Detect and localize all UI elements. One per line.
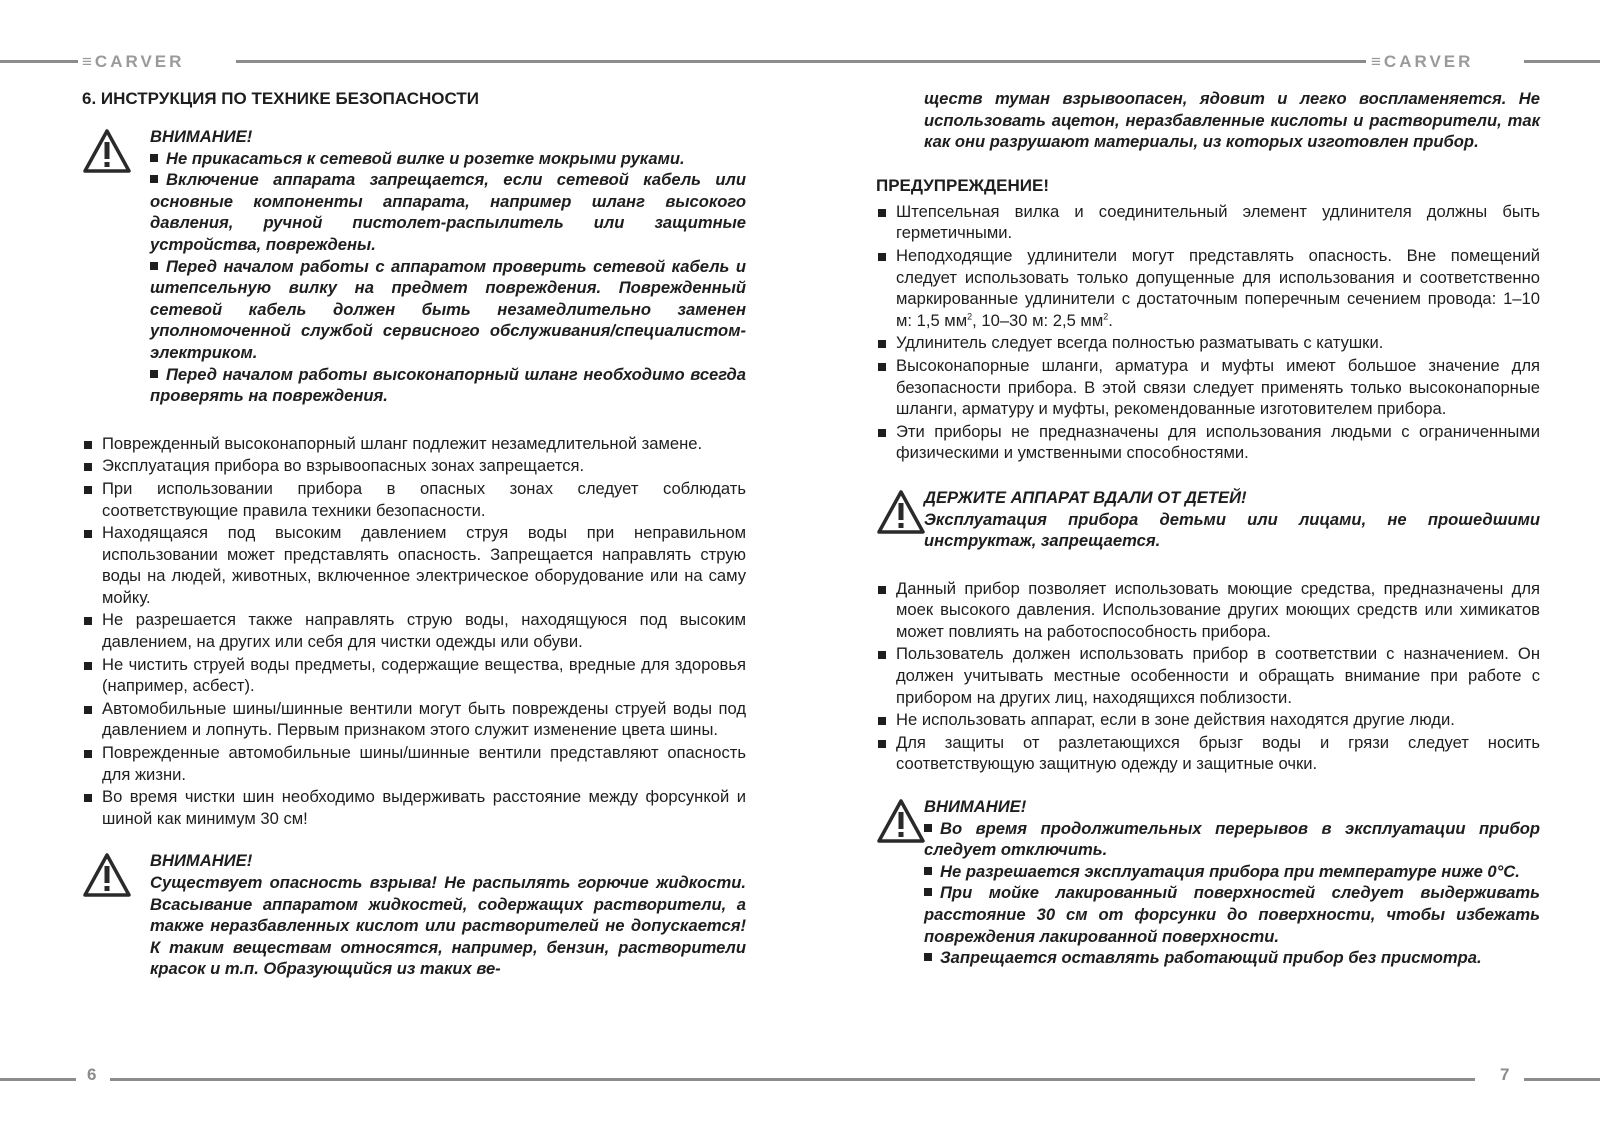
page-number-right: 7 xyxy=(1500,1065,1510,1084)
continued-warning-text: ществ туман взрывоопасен, ядовит и легко воспламеняется. Не использовать ацетон, неразбавленные кислоты и растворители, так как они разрушают материалы, из которых изготовлен прибор. xyxy=(924,89,1540,152)
children-warning-text xyxy=(924,487,1540,552)
bullet-square-icon xyxy=(924,953,932,961)
right-page xyxy=(876,88,1540,975)
bullet-square-icon xyxy=(84,530,92,538)
carver-logo-left: ≡CARVER xyxy=(82,52,185,71)
list-item: Во время чистки шин необходимо выдерживать расстояние между форсункой и шиной как минимум 30 см! xyxy=(82,786,746,829)
bullet-square-icon xyxy=(878,717,886,725)
list-item: Эти приборы не предназначены для использования людьми с ограниченными физическими и умственными способностями. xyxy=(876,421,1540,464)
bullet-square-icon xyxy=(924,867,932,875)
carver-logo-mark-icon: ≡ xyxy=(1371,52,1384,71)
list-item: Пользователь должен использовать прибор в соответствии с назначением. Он должен учитывать местные особенности и обращать внимание при работе с прибором на других лиц, находящихся поблизости. xyxy=(876,643,1540,708)
warning-paragraph: Существует опасность взрыва! Не распылять горючие жидкости. Всасывание аппаратом жидкостей, содержащих растворители, а также неразбавленных кислот или растворителей не допускается! К таким веществам относятся, например, бензин, растворители красок и т.п. Образующийся из таких ве- xyxy=(150,873,746,979)
warning-item: Во время продолжительных перерывов в эксплуатации прибор следует отключить. xyxy=(924,818,1540,860)
bullet-square-icon xyxy=(878,340,886,348)
warning-block-3 xyxy=(876,796,1540,969)
list-item: Поврежденные автомобильные шины/шинные вентили представляют опасность для жизни. xyxy=(82,742,746,785)
warning-block-1 xyxy=(82,126,746,407)
bullet-square-icon xyxy=(84,617,92,625)
footer-rule-center xyxy=(110,1078,1475,1081)
list-item: Не использовать аппарат, если в зоне действия находятся другие люди. xyxy=(876,709,1540,731)
bullet-square-icon xyxy=(150,262,158,270)
warning-item: Перед началом работы высоконапорный шланг необходимо всегда проверять на повреждения. xyxy=(150,364,746,406)
list-item: Находящаяся под высоким давлением струя воды при неправильном использовании может представлять опасность. Запрещается направлять струю воды на людей, животных, включенное электрическое оборудование или на саму мойку. xyxy=(82,522,746,608)
section-title: 6. ИНСТРУКЦИЯ ПО ТЕХНИКЕ БЕЗОПАСНОСТИ xyxy=(82,89,479,108)
bullet-square-icon xyxy=(150,154,158,162)
caution-title: ПРЕДУПРЕЖДЕНИЕ! xyxy=(876,175,1049,195)
bullet-square-icon xyxy=(878,651,886,659)
warning-1-text xyxy=(150,126,746,407)
list-item: Удлинитель следует всегда полностью разматывать с катушки. xyxy=(876,332,1540,354)
children-warning-block xyxy=(876,487,1540,552)
list-item: Поврежденный высоконапорный шланг подлежит незамедлительной замене. xyxy=(82,433,746,455)
footer-rule-right xyxy=(1524,1078,1600,1081)
warning-title: ВНИМАНИЕ! xyxy=(150,851,253,871)
warning-item: Перед началом работы с аппаратом проверить сетевой кабель и штепсельную вилку на предмет повреждения. Поврежденный сетевой кабель должен быть незамедлительно заменен уполномоченной службой сервисного обслуживания/специалистом-электриком. xyxy=(150,256,746,362)
bullet-square-icon xyxy=(150,370,158,378)
warning-title: ДЕРЖИТЕ АППАРАТ ВДАЛИ ОТ ДЕТЕЙ! xyxy=(924,487,1247,507)
warning-block-2 xyxy=(82,850,746,980)
caution-bullet-list xyxy=(876,201,1540,464)
warning-item: Включение аппарата запрещается, если сетевой кабель или основные компоненты аппарата, например шланг высокого давления, ручной пистолет-распылитель или защитные устройства, повреждены. xyxy=(150,170,746,254)
footer-rule-left xyxy=(0,1078,76,1081)
warning-3-text xyxy=(924,796,1540,969)
carver-logo-right: ≡CARVER xyxy=(1371,52,1474,71)
bullet-square-icon xyxy=(878,586,886,594)
bullet-square-icon xyxy=(878,209,886,217)
bullet-square-icon xyxy=(878,740,886,748)
list-item: Автомобильные шины/шинные вентили могут быть повреждены струей воды под давлением и лопнуть. Первым признаком этого служит изменение цвета шины. xyxy=(82,698,746,741)
page-number-left: 6 xyxy=(87,1065,97,1084)
left-page xyxy=(82,88,746,986)
warning-item: Не прикасаться к сетевой вилке и розетке мокрыми руками. xyxy=(150,148,746,170)
list-item: Эксплуатация прибора во взрывоопасных зонах запрещается. xyxy=(82,455,746,477)
warning-triangle-icon xyxy=(876,798,926,844)
warning-paragraph: Эксплуатация прибора детьми или лицами, не прошедшими инструктаж, запрещается. xyxy=(924,509,1540,551)
list-item: Штепсельная вилка и соединительный элемент удлинителя должны быть герметичными. xyxy=(876,201,1540,244)
warning-item: Не разрешается эксплуатация прибора при температуре ниже 0°С. xyxy=(924,861,1540,883)
warning-triangle-icon xyxy=(82,852,132,898)
warning-triangle-icon xyxy=(876,489,926,535)
bullet-square-icon xyxy=(924,824,932,832)
warning-item: Запрещается оставлять работающий прибор без присмотра. xyxy=(924,947,1540,969)
warning-triangle-icon xyxy=(82,128,132,174)
list-item: Данный прибор позволяет использовать моющие средства, предназначены для моек высокого давления. Использование других моющих средств или химикатов может повлиять на работоспособность прибора. xyxy=(876,578,1540,643)
bullet-square-icon xyxy=(84,706,92,714)
bullet-square-icon xyxy=(84,794,92,802)
bullet-square-icon xyxy=(878,253,886,261)
bullet-square-icon xyxy=(84,463,92,471)
bullet-square-icon xyxy=(84,662,92,670)
bullet-square-icon xyxy=(84,486,92,494)
warning-title: ВНИМАНИЕ! xyxy=(150,127,253,146)
list-item: Для защиты от разлетающихся брызг воды и грязи следует носить соответствующую защитную одежду и защитные очки. xyxy=(876,732,1540,775)
usage-bullet-list xyxy=(876,578,1540,775)
list-item: При использовании прибора в опасных зонах следует соблюдать соответствующие правила техники безопасности. xyxy=(82,478,746,521)
warning-2-text xyxy=(150,850,746,980)
bullet-square-icon xyxy=(150,175,158,183)
bullet-square-icon xyxy=(924,888,932,896)
bullet-square-icon xyxy=(878,429,886,437)
header-rule-center xyxy=(236,60,1366,63)
list-item: Высоконапорные шланги, арматура и муфты имеют большое значение для безопасности прибора. В этой связи следует применять только высоконапорные шланги, арматуру и муфты, рекомендованные изготовителем прибора. xyxy=(876,355,1540,420)
header-rule-right xyxy=(1524,60,1600,63)
warning-item: При мойке лакированный поверхностей следует выдерживать расстояние 30 см от форсунки до поверхности, чтобы избежать повреждения лакированной поверхности. xyxy=(924,883,1540,946)
header-rule-left xyxy=(0,60,78,63)
carver-logo-mark-icon: ≡ xyxy=(82,52,95,71)
warning-title: ВНИМАНИЕ! xyxy=(924,797,1027,817)
list-item: Неподходящие удлинители могут представлять опасность. Вне помещений следует использовать только допущенные для использования и соответственно маркированные удлинители с достаточным поперечным сечением провода: 1–10 м: 1,5 $мм^2$, 10–30 м: 2,5 $мм^2$. xyxy=(876,245,1540,331)
safety-bullet-list xyxy=(82,433,746,830)
bullet-square-icon xyxy=(878,363,886,371)
bullet-square-icon xyxy=(84,750,92,758)
list-item: Не разрешается также направлять струю воды, находящуюся под высоким давлением, на других или себя для чистки одежды или обуви. xyxy=(82,609,746,652)
bullet-square-icon xyxy=(84,441,92,449)
list-item: Не чистить струей воды предметы, содержащие вещества, вредные для здоровья (например, асбест). xyxy=(82,654,746,697)
